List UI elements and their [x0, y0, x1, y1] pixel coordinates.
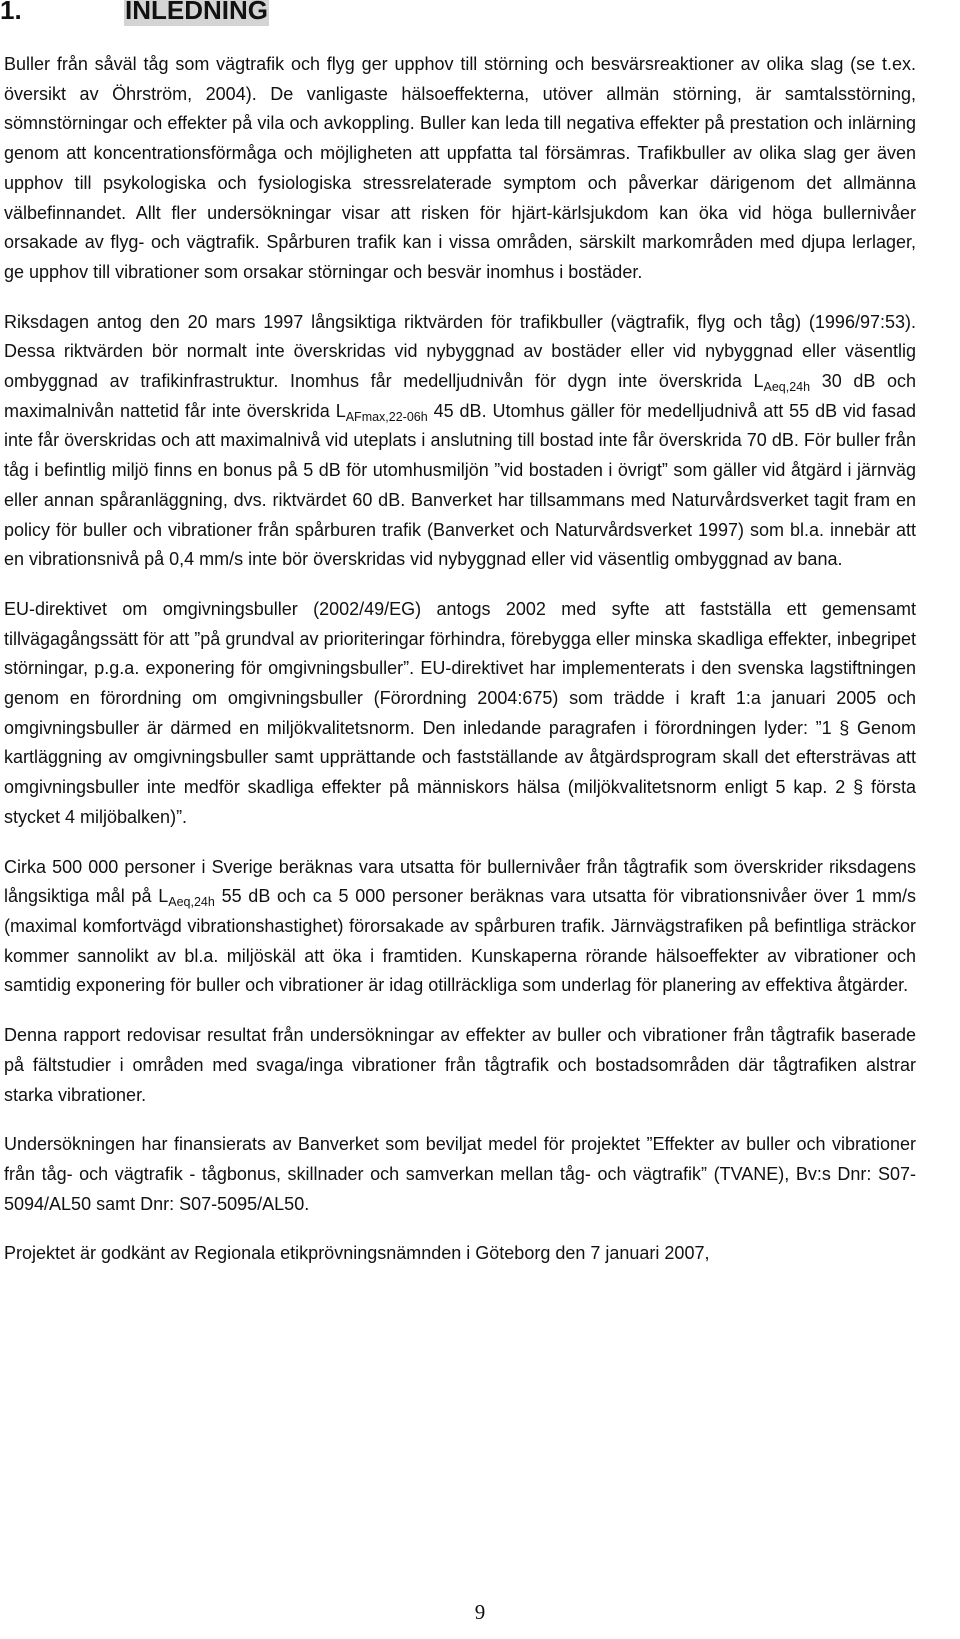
section-heading: [0, 0, 269, 26]
paragraph-3: EU-direktivet om omgivningsbuller (2002/49/EG) antogs 2002 med syfte att fastställa ett gemensamt tillvägagångssätt för att ”på grundval av prioriteringar förhindra, förebygga eller minska skadliga effekter, inbegripet störningar, p.g.a. exponering för omgivningsbuller”. EU-direktivet har implementerats i den svenska lagstiftningen genom en förordning om omgivningsbuller (Förordning 2004:675) som trädde i kraft 1:a januari 2005 och omgivningsbuller är därmed en miljökvalitetsnorm. Den inledande paragrafen i förordningen lyder: ”1 § Genom kartläggning av omgivningsbuller samt upprättande och fastställande av åtgärdsprogram skall det eftersträvas att omgivningsbuller inte medför skadliga effekter på människors hälsa (miljökvalitetsnorm enligt 5 kap. 2 § första stycket 4 miljöbalken)”.: [4, 598, 916, 827]
paragraph-2-part-a: Riksdagen antog den 20 mars 1997 långsiktiga riktvärden för trafikbuller (vägtrafik, flyg och tåg) (1996/97:53). Dessa riktvärden bör normalt inte överskridas vid nybyggnad av bostäder eller vid nybyggnad eller väsentlig ombyggnad av trafikinfrastruktur. Inomhus får medelljudnivån för dygn inte överskrida L: [4, 311, 916, 392]
body-text: [4, 50, 916, 1289]
subscript-aeq-24h: Aeq,24h: [763, 380, 811, 395]
paragraph-2: [4, 308, 916, 575]
paragraph-1: Buller från såväl tåg som vägtrafik och flyg ger upphov till störning och besvärsreaktioner av olika slag (se t.ex. översikt av Öhrström, 2004). De vanligaste hälsoeffekterna, utöver allmän störning, är samtalsstörning, sömnstörningar och effekter på vila och avkoppling. Buller kan leda till negativa effekter på prestation och inlärning genom att koncentrationsförmåga och möjligheten att uppfatta tal försämras. Trafikbuller av olika slag ger även upphov till psykologiska och fysiologiska stressrelaterade symptom och påverkar därigenom det allmänna välbefinnandet. Allt fler undersökningar visar att risken för hjärt-kärlsjukdom kan öka vid höga bullernivåer orsakade av flyg- och vägtrafik. Spårburen trafik kan i vissa områden, särskilt markområden med djupa lerlager, ge upphov till vibrationer som orsakar störningar och besvär inomhus i bostäder.: [4, 54, 916, 282]
paragraph-4: [4, 853, 916, 1002]
paragraph-2-part-b: 30 dB och maximalnivån nattetid får inte överskrida L: [4, 371, 917, 421]
paragraph-6: Undersökningen har finansierats av Banverket som beviljat medel för projektet ”Effekter av buller och vibrationer från tåg- och vägtrafik - tågbonus, skillnader och samverkan mellan tåg- och vägtrafik” (TVANE), Bv:s Dnr: S07-5094/AL50 samt Dnr: S07-5095/AL50.: [4, 1134, 916, 1214]
paragraph-2-part-c: 45 dB. Utomhus gäller för medelljudnivå att 55 dB vid fasad inte får överskridas och att maximalnivå vid uteplats i anslutning till bostad inte får överskrida 70 dB. För buller från tåg i befintlig miljö finns en bonus på 5 dB för utomhusmiljön ”vid bostaden i övrigt” som gäller vid åtgärd i järnväg eller annan spåranläggning, dvs. riktvärdet 60 dB. Banverket har tillsammans med Naturvårdsverket tagit fram en policy för buller och vibrationer från spårburen trafik (Banverket och Naturvårdsverket 1997) som bl.a. innebär att en vibrationsnivå på 0,4 mm/s inte bör överskridas vid nybyggnad eller vid väsentlig ombyggnad av bana.: [4, 400, 916, 570]
paragraph-5: Denna rapport redovisar resultat från undersökningar av effekter av buller och vibrationer från tågtrafik baserade på fältstudier i områden med svaga/inga vibrationer från tågtrafik och bostadsområden där tågtrafiken alstrar starka vibrationer.: [4, 1025, 916, 1105]
subscript-afmax: AFmax,22-06h: [345, 409, 428, 424]
paragraph-4-part-a: Cirka 500 000 personer i Sverige beräknas vara utsatta för bullernivåer från tågtrafik som överskrider riksdagens långsiktiga mål på L: [4, 856, 916, 907]
section-title: INLEDNING: [124, 0, 269, 26]
subscript-aeq-24h: Aeq,24h: [168, 895, 215, 910]
section-number: 1.: [0, 0, 22, 25]
paragraph-7: Projektet är godkänt av Regionala etikprövningsnämnden i Göteborg den 7 januari 2007,: [4, 1243, 710, 1264]
page-number: 9: [474, 1600, 486, 1624]
paragraph-4-part-b: 55 dB och ca 5 000 personer beräknas vara utsatta för vibrationsnivåer över 1 mm/s (maximal komfortvägd vibrationshastighet) förorsakade av spårburen trafik. Järnvägstrafiken på befintliga sträckor kommer sannolikt av bl.a. miljöskäl att öka i framtiden. Kunskaperna rörande hälsoeffekter av vibrationer och samtidig exponering för buller och vibrationer är idag otillräckliga som underlag för planering av effektiva åtgärder.: [4, 886, 917, 996]
